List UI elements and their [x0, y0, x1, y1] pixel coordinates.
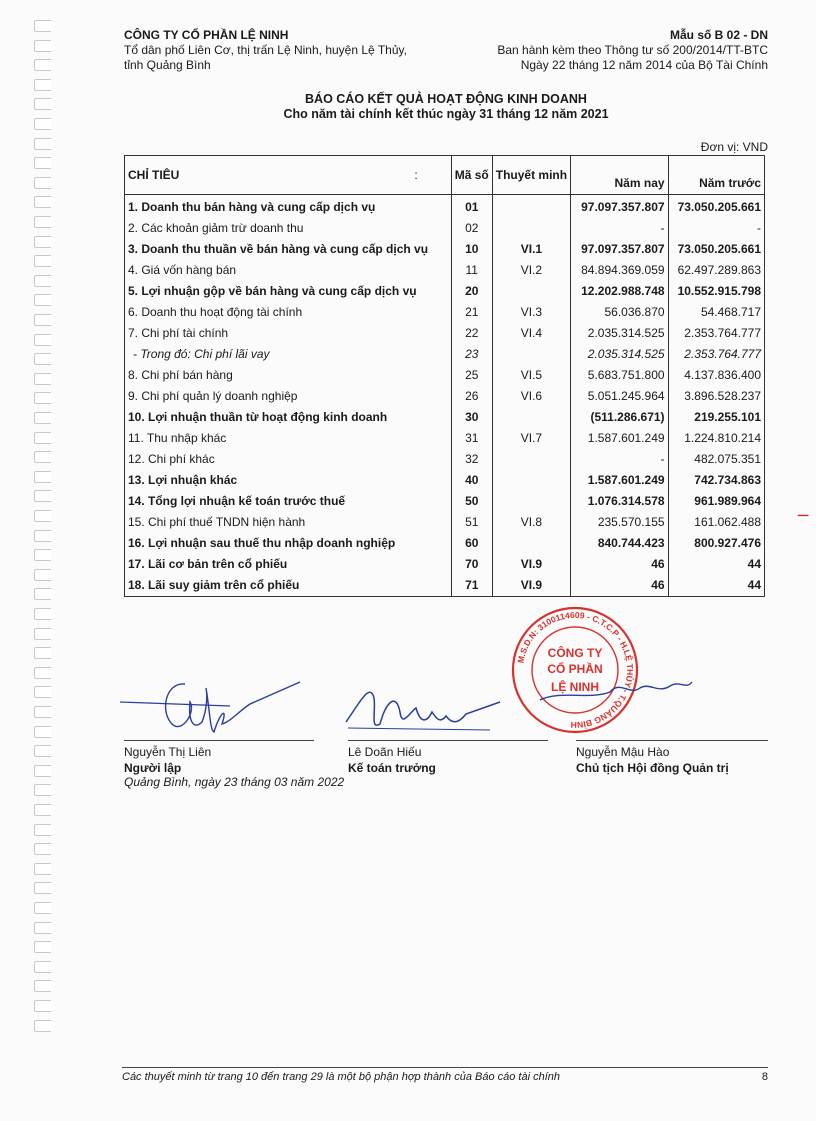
row-code: 02: [451, 218, 492, 239]
binder-hole: [34, 138, 51, 150]
binder-hole: [34, 922, 51, 934]
row-code: 32: [451, 449, 492, 470]
row-code: 71: [451, 575, 492, 597]
row-note: [492, 281, 570, 302]
row-current-year: 2.035.314.525: [571, 323, 668, 344]
row-note: VI.3: [492, 302, 570, 323]
row-indicator: 6. Doanh thu hoạt động tài chính: [125, 302, 452, 323]
row-note: [492, 533, 570, 554]
binder-hole: [34, 1020, 51, 1032]
signer-role: Chủ tịch Hội đồng Quản trị: [576, 761, 729, 775]
signer-role: Kế toán trưởng: [348, 761, 436, 775]
row-code: 60: [451, 533, 492, 554]
binder-hole: [34, 549, 51, 561]
row-indicator: 7. Chi phí tài chính: [125, 323, 452, 344]
binder-hole: [34, 490, 51, 502]
binder-hole: [34, 196, 51, 208]
company-name: CÔNG TY CỔ PHẦN LỆ NINH: [124, 28, 289, 42]
header-indicator: CHỈ TIÊU :: [125, 156, 452, 195]
binder-hole: [34, 1000, 51, 1012]
binder-hole: [34, 745, 51, 757]
binder-hole: [34, 647, 51, 659]
row-current-year: 5.051.245.964: [571, 386, 668, 407]
table-row: [125, 575, 765, 597]
row-previous-year: 73.050.205.661: [668, 195, 764, 219]
stamp-line2: CỔ PHẦN: [547, 662, 603, 676]
table-row: [125, 195, 765, 219]
row-current-year: 840.744.423: [571, 533, 668, 554]
row-current-year: 1.587.601.249: [571, 470, 668, 491]
row-previous-year: 161.062.488: [668, 512, 764, 533]
signer-chairman: [576, 744, 729, 776]
row-current-year: 2.035.314.525: [571, 344, 668, 365]
table-header-row: [125, 156, 765, 195]
row-note: [492, 449, 570, 470]
row-note: VI.7: [492, 428, 570, 449]
row-previous-year: 2.353.764.777: [668, 344, 764, 365]
row-current-year: 56.036.870: [571, 302, 668, 323]
binder-hole: [34, 98, 51, 110]
row-indicator: 10. Lợi nhuận thuần từ hoạt động kinh doanh: [125, 407, 452, 428]
binder-hole: [34, 686, 51, 698]
row-current-year: 84.894.369.059: [571, 260, 668, 281]
row-current-year: -: [571, 218, 668, 239]
report-title: BÁO CÁO KẾT QUẢ HOẠT ĐỘNG KINH DOANH: [305, 92, 587, 106]
row-code: 40: [451, 470, 492, 491]
footer-note: Các thuyết minh từ trang 10 đến trang 29 là một bộ phận hợp thành của Báo cáo tài chính: [122, 1071, 561, 1083]
row-indicator: 4. Giá vốn hàng bán: [125, 260, 452, 281]
row-code: 25: [451, 365, 492, 386]
report-page: [124, 28, 768, 597]
row-current-year: 97.097.357.807: [571, 195, 668, 219]
row-note: [492, 407, 570, 428]
binder-hole: [34, 843, 51, 855]
binder-hole: [34, 79, 51, 91]
row-current-year: 46: [571, 575, 668, 597]
company-address-line2: tỉnh Quảng Bình: [124, 58, 211, 72]
row-note: VI.9: [492, 554, 570, 575]
binder-hole: [34, 706, 51, 718]
table-row: [125, 428, 765, 449]
table-row: [125, 281, 765, 302]
row-previous-year: 2.353.764.777: [668, 323, 764, 344]
row-previous-year: 10.552.915.798: [668, 281, 764, 302]
row-note: [492, 344, 570, 365]
edge-stamp-mark: ┃: [798, 512, 809, 519]
row-code: 26: [451, 386, 492, 407]
currency-unit: Đơn vị: VND: [700, 140, 768, 154]
row-current-year: 97.097.357.807: [571, 239, 668, 260]
binder-hole: [34, 157, 51, 169]
row-code: 31: [451, 428, 492, 449]
document-header: [124, 28, 768, 73]
row-previous-year: 482.075.351: [668, 449, 764, 470]
row-indicator: 14. Tổng lợi nhuận kế toán trước thuế: [125, 491, 452, 512]
row-current-year: 46: [571, 554, 668, 575]
header-previous-year: Năm trước: [668, 156, 764, 195]
signature-preparer: [110, 672, 310, 742]
header-code: Mã số: [451, 156, 492, 195]
row-previous-year: 1.224.810.214: [668, 428, 764, 449]
row-note: VI.6: [492, 386, 570, 407]
page-footer: [122, 1067, 768, 1083]
row-code: 23: [451, 344, 492, 365]
row-indicator: 13. Lợi nhuận khác: [125, 470, 452, 491]
table-row: [125, 533, 765, 554]
row-code: 11: [451, 260, 492, 281]
binder-hole: [34, 118, 51, 130]
company-address-line1: Tổ dân phố Liên Cơ, thị trấn Lệ Ninh, huyện Lệ Thủy,: [124, 43, 407, 57]
row-note: VI.4: [492, 323, 570, 344]
binder-hole: [34, 59, 51, 71]
date-place: Quảng Bình, ngày 23 tháng 03 năm 2022: [124, 775, 345, 789]
stamp-line3: LỆ NINH: [551, 680, 599, 694]
binder-hole: [34, 726, 51, 738]
binder-hole: [34, 765, 51, 777]
row-previous-year: 62.497.289.863: [668, 260, 764, 281]
row-note: VI.5: [492, 365, 570, 386]
signature-line-accountant: [348, 740, 548, 741]
signer-name: Nguyễn Mậu Hào: [576, 745, 670, 759]
table-row: [125, 344, 765, 365]
row-previous-year: 219.255.101: [668, 407, 764, 428]
table-row: [125, 239, 765, 260]
circular-line2: Ngày 22 tháng 12 năm 2014 của Bộ Tài Chính: [520, 58, 768, 72]
signature-chairman: [530, 660, 700, 720]
binder-hole: [34, 804, 51, 816]
row-previous-year: 800.927.476: [668, 533, 764, 554]
row-indicator: 17. Lãi cơ bản trên cổ phiếu: [125, 554, 452, 575]
row-current-year: (511.286.671): [571, 407, 668, 428]
header-current-year: Năm nay: [571, 156, 668, 195]
binder-hole: [34, 784, 51, 796]
report-subtitle: Cho năm tài chính kết thúc ngày 31 tháng 12 năm 2021: [283, 107, 609, 121]
row-note: [492, 218, 570, 239]
binder-hole: [34, 510, 51, 522]
row-previous-year: -: [668, 218, 764, 239]
row-code: 22: [451, 323, 492, 344]
row-current-year: 12.202.988.748: [571, 281, 668, 302]
row-indicator: 16. Lợi nhuận sau thuế thu nhập doanh nghiệp: [125, 533, 452, 554]
signer-name: Nguyễn Thị Liên: [124, 745, 212, 759]
row-previous-year: 44: [668, 575, 764, 597]
signature-line-preparer: [124, 740, 314, 741]
binder-hole: [34, 353, 51, 365]
signer-preparer: [124, 744, 211, 776]
binder-hole: [34, 392, 51, 404]
binder-hole: [34, 882, 51, 894]
row-current-year: 235.570.155: [571, 512, 668, 533]
binder-hole: [34, 863, 51, 875]
binder-hole: [34, 961, 51, 973]
table-row: [125, 218, 765, 239]
row-code: 70: [451, 554, 492, 575]
binder-hole: [34, 275, 51, 287]
table-row: [125, 386, 765, 407]
row-note: VI.8: [492, 512, 570, 533]
binder-hole: [34, 177, 51, 189]
row-indicator: 9. Chi phí quản lý doanh nghiệp: [125, 386, 452, 407]
table-row: [125, 323, 765, 344]
binder-hole: [34, 314, 51, 326]
binder-hole: [34, 255, 51, 267]
row-current-year: 5.683.751.800: [571, 365, 668, 386]
signer-accountant: [348, 744, 436, 776]
row-code: 10: [451, 239, 492, 260]
row-previous-year: 742.734.863: [668, 470, 764, 491]
row-code: 20: [451, 281, 492, 302]
row-indicator: 18. Lãi suy giảm trên cổ phiếu: [125, 575, 452, 597]
row-current-year: -: [571, 449, 668, 470]
row-code: 30: [451, 407, 492, 428]
table-row: [125, 302, 765, 323]
stamp-line1: CÔNG TY: [547, 646, 603, 660]
binder-hole: [34, 412, 51, 424]
binder-hole: [34, 432, 51, 444]
binder-hole: [34, 20, 51, 32]
binder-hole: [34, 530, 51, 542]
page-number: 8: [761, 1071, 768, 1083]
row-previous-year: 73.050.205.661: [668, 239, 764, 260]
signer-role: Người lập: [124, 761, 182, 775]
row-code: 21: [451, 302, 492, 323]
row-previous-year: 3.896.528.237: [668, 386, 764, 407]
row-indicator: 8. Chi phí bán hàng: [125, 365, 452, 386]
row-indicator: 15. Chi phí thuế TNDN hiện hành: [125, 512, 452, 533]
table-row: [125, 512, 765, 533]
row-indicator: 3. Doanh thu thuần về bán hàng và cung cấp dịch vụ: [125, 239, 452, 260]
table-row: [125, 491, 765, 512]
row-current-year: 1.587.601.249: [571, 428, 668, 449]
row-previous-year: 44: [668, 554, 764, 575]
signer-name: Lê Doãn Hiếu: [348, 745, 422, 759]
row-note: VI.1: [492, 239, 570, 260]
row-code: 51: [451, 512, 492, 533]
binder-hole: [34, 628, 51, 640]
binder-hole: [34, 667, 51, 679]
binder-hole: [34, 294, 51, 306]
table-row: [125, 365, 765, 386]
table-row: [125, 407, 765, 428]
row-note: [492, 491, 570, 512]
row-indicator: 12. Chi phí khác: [125, 449, 452, 470]
row-previous-year: 54.468.717: [668, 302, 764, 323]
row-note: VI.2: [492, 260, 570, 281]
circular-line1: Ban hành kèm theo Thông tư số 200/2014/TT-BTC: [497, 43, 768, 57]
binder-hole: [34, 236, 51, 248]
signature-accountant: [340, 672, 510, 742]
header-mark: :: [414, 168, 418, 182]
report-title-block: [124, 92, 768, 122]
row-previous-year: 961.989.964: [668, 491, 764, 512]
row-indicator: - Trong đó: Chi phí lãi vay: [125, 344, 452, 365]
binder-hole: [34, 902, 51, 914]
row-indicator: 5. Lợi nhuận gộp về bán hàng và cung cấp dịch vụ: [125, 281, 452, 302]
form-number: Mẫu số B 02 - DN: [669, 28, 768, 42]
row-note: VI.9: [492, 575, 570, 597]
table-row: [125, 260, 765, 281]
binder-hole: [34, 451, 51, 463]
income-statement-table: [124, 155, 765, 597]
row-note: [492, 470, 570, 491]
stamp-ring-text: M.S.D.N: 3100114609 - C.T.C.P - H.LỆ THỦY - T.QUẢNG BÌNH: [515, 609, 636, 731]
row-indicator: 2. Các khoản giảm trừ doanh thu: [125, 218, 452, 239]
row-code: 01: [451, 195, 492, 219]
binder-holes: [34, 20, 54, 1040]
binder-hole: [34, 334, 51, 346]
binder-hole: [34, 980, 51, 992]
binder-hole: [34, 216, 51, 228]
table-row: [125, 470, 765, 491]
row-indicator: 11. Thu nhập khác: [125, 428, 452, 449]
table-row: [125, 554, 765, 575]
binder-hole: [34, 588, 51, 600]
binder-hole: [34, 608, 51, 620]
row-note: [492, 195, 570, 219]
binder-hole: [34, 569, 51, 581]
header-note: Thuyết minh: [492, 156, 570, 195]
table-row: [125, 449, 765, 470]
binder-hole: [34, 824, 51, 836]
signature-line-chairman: [576, 740, 768, 741]
binder-hole: [34, 373, 51, 385]
row-current-year: 1.076.314.578: [571, 491, 668, 512]
row-code: 50: [451, 491, 492, 512]
binder-hole: [34, 40, 51, 52]
row-previous-year: 4.137.836.400: [668, 365, 764, 386]
binder-hole: [34, 941, 51, 953]
row-indicator: 1. Doanh thu bán hàng và cung cấp dịch vụ: [125, 195, 452, 219]
binder-hole: [34, 471, 51, 483]
